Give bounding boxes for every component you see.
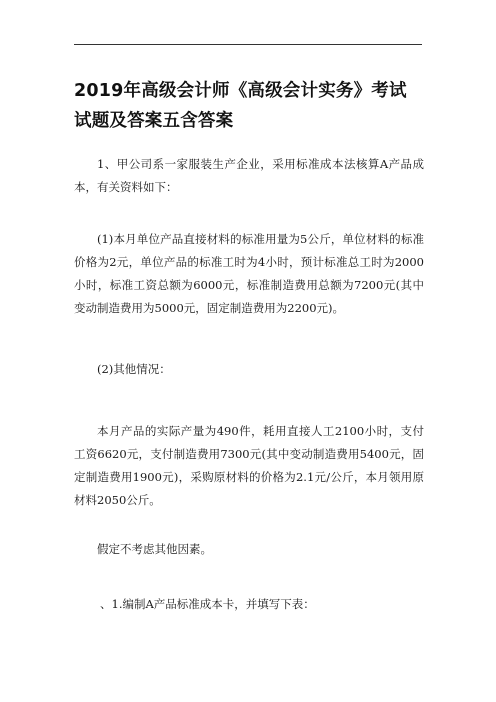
paragraph-other-heading: (2)其他情况： <box>97 362 171 376</box>
paragraph-intro: 1、甲公司系一家服装生产企业，采用标准成本法核算A产品成本，有关资料如下： <box>74 157 424 194</box>
paragraph-actual-data: 本月产品的实际产量为490件，耗用直接人工2100小时，支付工资6620元，支付制造费用7300元(其中变动制造费用5400元，固定制造费用1900元)，采购原材料的价格为2.1元/公斤，本月领用原材料2050公斤。 <box>74 424 424 507</box>
paragraph-assumption: 假定不考虑其他因素。 <box>97 542 212 556</box>
header-rule <box>74 44 422 45</box>
paragraph-standard-data: (1)本月单位产品直接材料的标准用量为5公斤，单位材料的标准价格为2元，单位产品的标准工时为4小时，预计标准总工时为2000小时，标准工资总额为6000元，标准制造费用总额为7200元(其中变动制造费用为5000元，固定制造费用为2200元)。 <box>74 232 424 315</box>
paragraph-question-1: 、1.编制A产品标准成本卡，并填写下表： <box>100 597 315 611</box>
document-title: 2019年高级会计师《高级会计实务》考试试题及答案五含答案 <box>74 81 407 131</box>
